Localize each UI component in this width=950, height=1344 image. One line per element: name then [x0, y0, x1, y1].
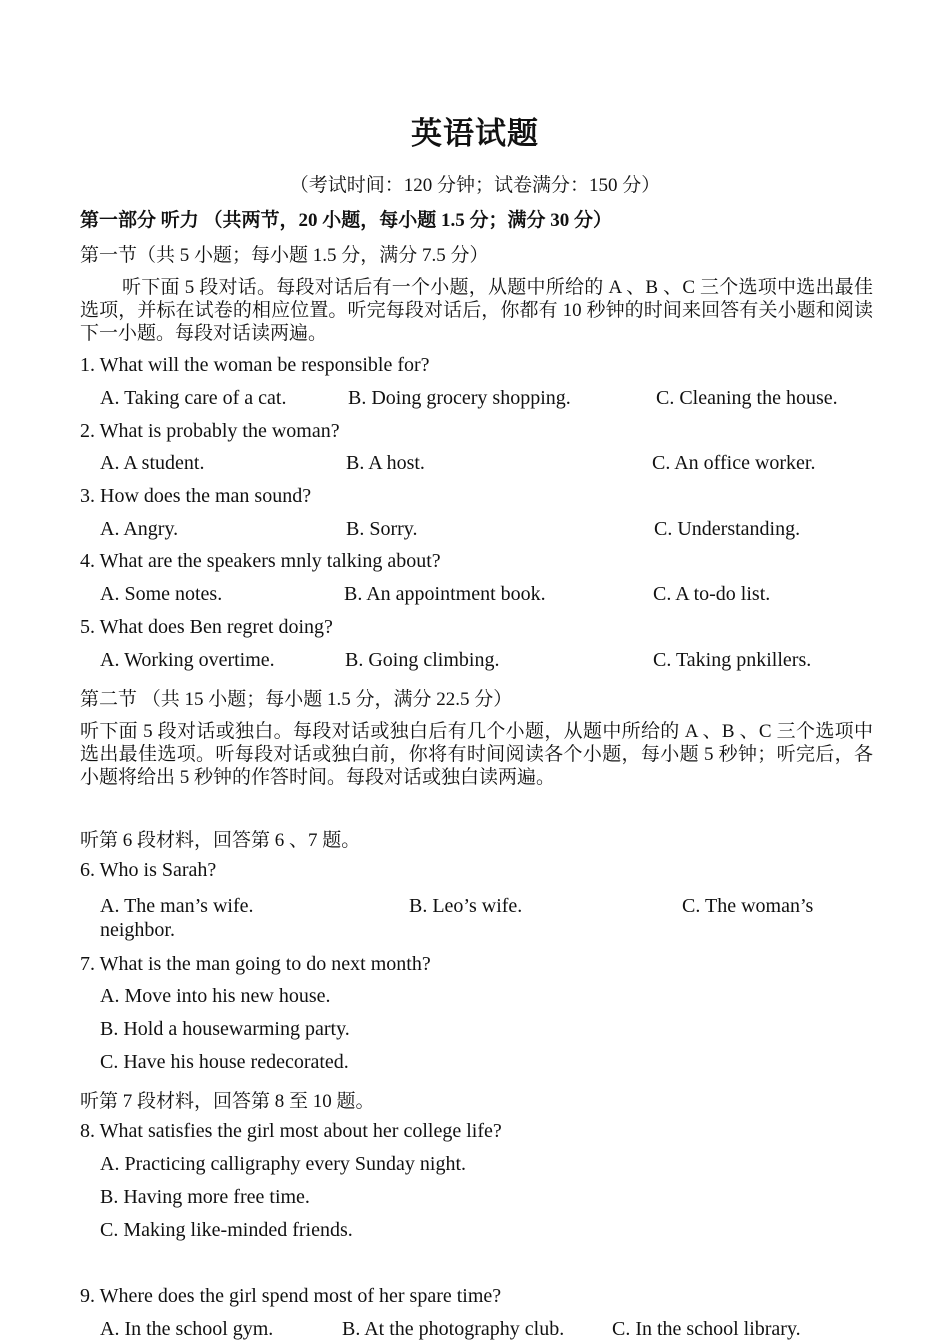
section2-instructions: 听下面 5 段对话或独白。每段对话或独白后有几个小题，从题中所给的 A 、B 、C 三个选项中选出最佳选项。听每段对话或独白前，你将有时间阅读各个小题，每小题 5 秒钟；听完后，各小题将给出 5 秒钟的作答时间。每段对话或独白读两遍。: [80, 721, 873, 788]
question-8: 8. What satisfies the girl most about her college life?: [80, 1120, 502, 1142]
q6-option-a: A. The man’s wife.: [100, 895, 254, 917]
q2-option-a: A. A student.: [100, 452, 205, 474]
q3-option-b: B. Sorry.: [346, 518, 418, 540]
q4-option-b: B. An appointment book.: [344, 583, 546, 605]
material-6-heading: 听第 6 段材料，回答第 6 、7 题。: [80, 830, 361, 851]
q6-option-c-continued: neighbor.: [100, 919, 175, 941]
q5-option-c: C. Taking pnkillers.: [653, 649, 812, 671]
q9-option-a: A. In the school gym.: [100, 1318, 274, 1340]
q7-option-a: A. Move into his new house.: [100, 985, 331, 1007]
section1-instructions: 听下面 5 段对话。每段对话后有一个小题，从题中所给的 A 、B 、C 三个选项中选出最佳选项，并标在试卷的相应位置。听完每段对话后，你都有 10 秒钟的时间来回答有关小题和阅读下一小题。每段对话读两遍。: [80, 277, 873, 344]
q8-option-c: C. Making like-minded friends.: [100, 1219, 353, 1241]
part1-heading: 第一部分 听力 （共两节，20 小题，每小题 1.5 分；满分 30 分）: [80, 210, 613, 231]
q2-option-b: B. A host.: [346, 452, 425, 474]
q3-option-a: A. Angry.: [100, 518, 179, 540]
exam-subtitle: （考试时间：120 分钟；试卷满分：150 分）: [289, 175, 661, 196]
q2-option-c: C. An office worker.: [652, 452, 816, 474]
q8-option-a: A. Practicing calligraphy every Sunday night.: [100, 1153, 467, 1175]
question-7: 7. What is the man going to do next month?: [80, 953, 431, 975]
question-6: 6. Who is Sarah?: [80, 859, 217, 881]
q9-option-c: C. In the school library.: [612, 1318, 801, 1340]
q3-option-c: C. Understanding.: [654, 518, 801, 540]
q5-option-b: B. Going climbing.: [345, 649, 500, 671]
question-9: 9. Where does the girl spend most of her spare time?: [80, 1285, 502, 1307]
exam-title: 英语试题: [411, 116, 539, 152]
q1-option-a: A. Taking care of a cat.: [100, 387, 287, 409]
q1-option-c: C. Cleaning the house.: [656, 387, 838, 409]
q9-option-b: B. At the photography club.: [342, 1318, 565, 1340]
question-2: 2. What is probably the woman?: [80, 420, 340, 442]
q7-option-c: C. Have his house redecorated.: [100, 1051, 349, 1073]
q4-option-a: A. Some notes.: [100, 583, 223, 605]
q7-option-b: B. Hold a housewarming party.: [100, 1018, 350, 1040]
question-5: 5. What does Ben regret doing?: [80, 616, 333, 638]
question-4: 4. What are the speakers mnly talking about?: [80, 550, 441, 572]
section2-heading: 第二节 （共 15 小题；每小题 1.5 分，满分 22.5 分）: [80, 689, 513, 710]
q6-option-b: B. Leo’s wife.: [409, 895, 523, 917]
section1-heading: 第一节（共 5 小题；每小题 1.5 分，满分 7.5 分）: [80, 245, 489, 266]
q6-option-c: C. The woman’s: [682, 895, 814, 917]
question-3: 3. How does the man sound?: [80, 485, 312, 507]
q4-option-c: C. A to-do list.: [653, 583, 771, 605]
q1-option-b: B. Doing grocery shopping.: [348, 387, 571, 409]
q5-option-a: A. Working overtime.: [100, 649, 275, 671]
material-7-heading: 听第 7 段材料，回答第 8 至 10 题。: [80, 1091, 375, 1112]
question-1: 1. What will the woman be responsible for?: [80, 354, 430, 376]
q8-option-b: B. Having more free time.: [100, 1186, 310, 1208]
